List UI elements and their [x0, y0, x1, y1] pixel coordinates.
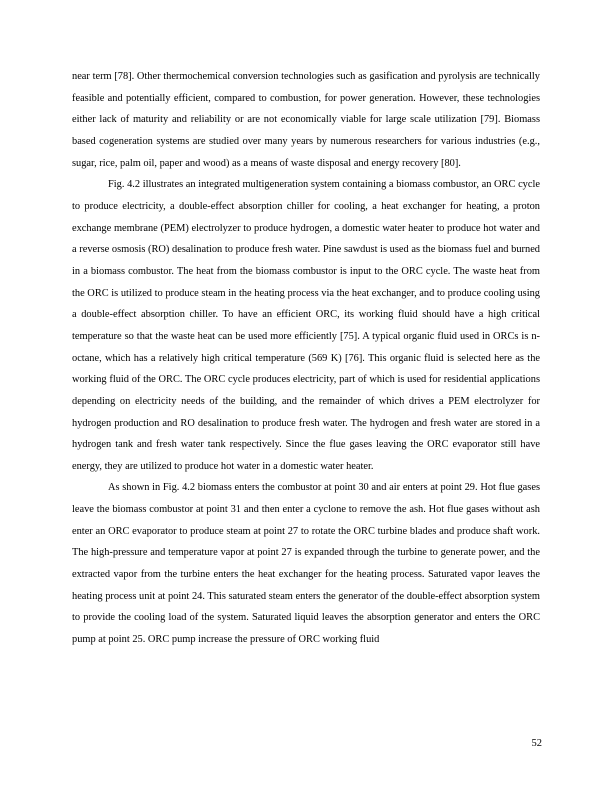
page-number: 52 [531, 738, 542, 749]
paragraph-1: near term [78]. Other thermochemical conversion technologies such as gasification and pyrolysis are technically feasible and potentially efficient, compared to combustion, for power generation. However, these technologies either lack of maturity and reliability or are not economically viable for large scale utilization [79]. Biomass based cogeneration systems are studied over many years by numerous researchers for various industries (e.g., sugar, rice, palm oil, paper and wood) as a means of waste disposal and energy recovery [80]. [72, 71, 540, 169]
paragraph-2: Fig. 4.2 illustrates an integrated multigeneration system containing a biomass combustor, an ORC cycle to produce electricity, a double-effect absorption chiller for cooling, a heat exchanger for heating, a proton exchange membrane (PEM) electrolyzer to produce hydrogen, a domestic water heater to produce hot water and a reverse osmosis (RO) desalination to produce fresh water. Pine sawdust is used as the biomass fuel and burned in a biomass combustor. The heat from the biomass combustor is input to the ORC cycle. The waste heat from the ORC is utilized to produce steam in the heating process via the heat exchanger, and to produce cooling using a double-effect absorption chiller. To have an efficient ORC, its working fluid should have a high critical temperature so that the waste heat can be used more efficiently [75]. A typical organic fluid used in ORCs is n-octane, which has a relatively high critical temperature (569 K) [76]. This organic fluid is selected here as the working fluid of the ORC. The ORC cycle produces electricity, part of which is used for residential applications depending on electricity needs of the building, and the remainder of which drives a PEM electrolyzer for hydrogen production and RO desalination to produce fresh water. The hydrogen and fresh water are stored in a hydrogen tank and fresh water tank respectively. Since the flue gases leaving the ORC evaporator still have energy, they are utilized to produce hot water in a domestic water heater. [72, 179, 540, 472]
paragraph-3: As shown in Fig. 4.2 biomass enters the combustor at point 30 and air enters at point 29. Hot flue gases leave the biomass combustor at point 31 and then enter a cyclone to remove the ash. Hot flue gases without ash enter an ORC evaporator to produce steam at point 27 to rotate the ORC turbine blades and produce shaft work. The high-pressure and temperature vapor at point 27 is expanded through the turbine to generate power, and the extracted vapor from the turbine enters the heat exchanger for the heating process. Saturated vapor leaves the heating process unit at point 24. This saturated steam enters the generator of the double-effect absorption system to provide the cooling load of the system. Saturated liquid leaves the absorption generator and enters the ORC pump at point 25. ORC pump increase the pressure of ORC working fluid [72, 482, 540, 646]
body-text [72, 66, 540, 651]
